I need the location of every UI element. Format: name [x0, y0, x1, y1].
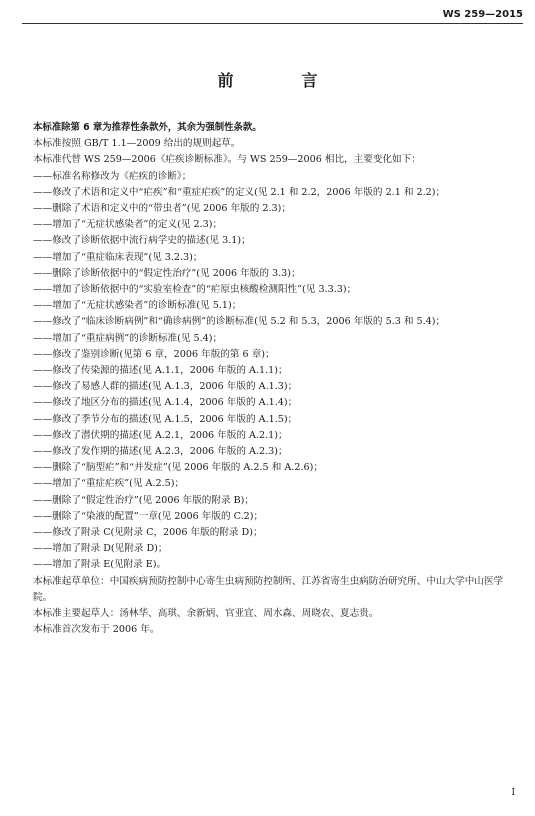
change-item: ——修改了地区分布的描述(见 A.1.4，2006 年版的 A.1.4)；: [33, 397, 298, 409]
change-item: ——增加了诊断依据中的“实验室检查”的“疟原虫核酸检测阳性”(见 3.3.3)；: [33, 284, 357, 296]
change-item: ——增加了“无症状感染者”的诊断标准(见 5.1)；: [33, 300, 242, 312]
change-item: ——增加了附录 E(见附录 E)。: [33, 559, 167, 571]
page-number: I: [511, 788, 515, 798]
change-item: ——删除了术语和定义中的“带虫者”(见 2006 年版的 2.3)；: [33, 203, 291, 215]
paragraph-drafters: 本标准主要起草人：汤林华、高琪、余新炳、官亚宜、周水森、周晓农、夏志贵。: [33, 608, 379, 620]
standard-code: WS 259—2015: [442, 9, 523, 20]
change-item: ——增加了附录 D(见附录 D)；: [33, 543, 168, 555]
change-item: ——增加了“无症状感染者”的定义(见 2.3)；: [33, 219, 223, 231]
paragraph-drafting-units: 本标准起草单位：中国疾病预防控制中心寄生虫病预防控制所、江苏省寄生虫病防治研究所、中山大学中山医学院。: [33, 575, 504, 603]
paragraph-drafting-rules: 本标准按照 GB/T 1.1—2009 给出的规则起草。: [33, 138, 241, 150]
change-item: ——修改了季节分布的描述(见 A.1.5，2006 年版的 A.1.5)；: [33, 413, 298, 425]
change-item: ——删除了“假定性治疗”(见 2006 年版的附录 B)；: [33, 494, 255, 506]
change-item: ——删除了“染液的配置”一章(见 2006 年版的 C.2)；: [33, 510, 264, 522]
page-title: 前 言: [217, 71, 344, 90]
change-item: ——删除了诊断依据中的“假定性治疗”(见 2006 年版的 3.3)；: [33, 267, 301, 279]
header-divider: [22, 23, 523, 24]
change-item: ——修改了诊断依据中流行病学史的描述(见 3.1)；: [33, 235, 251, 247]
change-item: ——标准名称修改为《疟疾的诊断》；: [33, 170, 192, 182]
change-item: ——修改了发作期的描述(见 A.2.3，2006 年版的 A.2.3)；: [33, 446, 288, 458]
change-item: ——修改了鉴别诊断(见第 6 章，2006 年版的第 6 章)；: [33, 348, 275, 360]
foreword-body: [33, 120, 513, 639]
change-item: ——修改了附录 C(见附录 C，2006 年版的附录 D)；: [33, 527, 263, 539]
change-item: ——增加了“重症病例”的诊断标准(见 5.4)；: [33, 332, 223, 344]
paragraph-first-issue: 本标准首次发布于 2006 年。: [33, 624, 160, 636]
change-item: ——修改了传染源的描述(见 A.1.1，2006 年版的 A.1.1)；: [33, 365, 288, 377]
change-item: ——增加了“重症临床表现”(见 3.2.3)；: [33, 251, 203, 263]
change-item: ——修改了术语和定义中“疟疾”和“重症疟疾”的定义(见 2.1 和 2.2，2006 年版的 2.1 和 2.2)；: [33, 186, 446, 198]
changes-list: [33, 169, 513, 574]
change-item: ——修改了“临床诊断病例”和“确诊病例”的诊断标准(见 5.2 和 5.3，2006 年版的 5.3 和 5.4)；: [33, 316, 446, 328]
lead-paragraph: 本标准除第 6 章为推荐性条款外，其余为强制性条款。: [33, 122, 262, 133]
change-item: ——增加了“重症疟疾”(见 A.2.5)；: [33, 478, 185, 490]
paragraph-replaces: 本标准代替 WS 259—2006《疟疾诊断标准》。与 WS 259—2006 相比，主要变化如下：: [33, 154, 421, 166]
change-item: ——修改了易感人群的描述(见 A.1.3，2006 年版的 A.1.3)；: [33, 381, 298, 393]
change-item: ——删除了“脑型疟”和“并发症”(见 2006 年版的 A.2.5 和 A.2.6)；: [33, 462, 323, 474]
change-item: ——修改了潜伏期的描述(见 A.2.1，2006 年版的 A.2.1)；: [33, 429, 288, 441]
